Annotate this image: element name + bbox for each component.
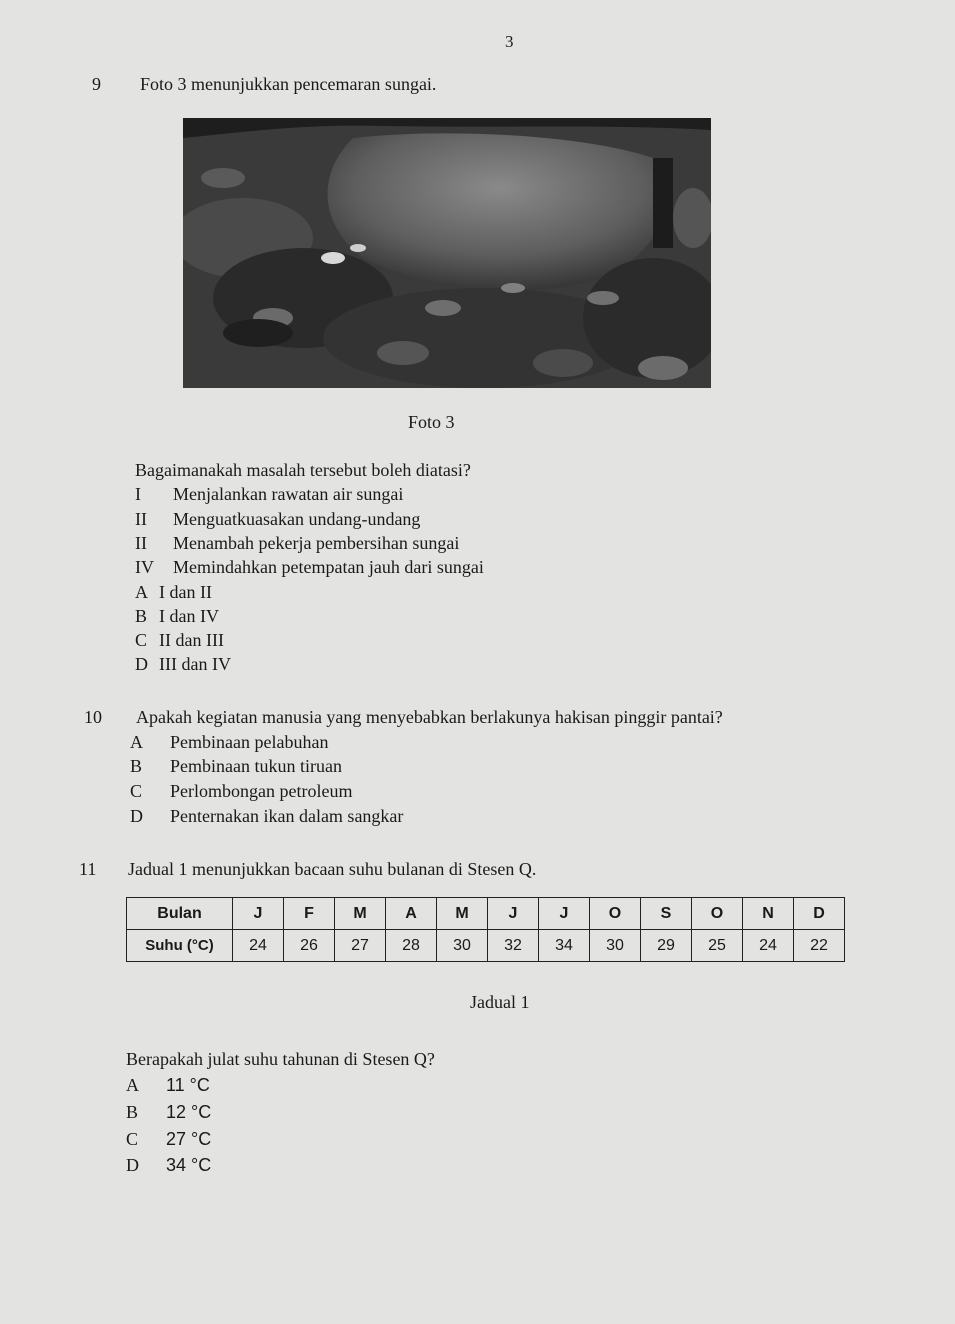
temperature-table — [126, 897, 845, 962]
month-cell: O — [692, 898, 743, 930]
option-text: I dan IV — [159, 606, 219, 626]
temp-cell: 30 — [590, 930, 641, 962]
option-text: II dan III — [159, 630, 224, 650]
temp-cell: 22 — [794, 930, 845, 962]
q9-option-b[interactable] — [135, 605, 219, 627]
option-letter: A — [130, 732, 143, 752]
option-letter: B — [130, 756, 143, 776]
q9-statement — [135, 532, 459, 554]
option-text: Perlombongan petroleum — [170, 781, 353, 801]
temp-cell: 28 — [386, 930, 437, 962]
q10-question: Apakah kegiatan manusia yang menyebabkan berlakunya hakisan pinggir pantai? — [136, 707, 723, 727]
month-cell: S — [641, 898, 692, 930]
q9-statement — [135, 508, 420, 530]
statement-roman: II — [135, 533, 147, 553]
option-letter: C — [135, 630, 148, 650]
table-caption: Jadual 1 — [470, 992, 530, 1012]
month-cell: M — [437, 898, 488, 930]
option-text: III dan IV — [159, 654, 231, 674]
q10-option-c[interactable] — [130, 780, 352, 802]
option-text: Penternakan ikan dalam sangkar — [170, 806, 404, 826]
statement-roman: I — [135, 484, 141, 504]
statement-roman: II — [135, 509, 147, 529]
temp-cell: 29 — [641, 930, 692, 962]
row-label-bulan: Bulan — [127, 898, 233, 930]
statement-text: Menguatkuasakan undang-undang — [173, 509, 421, 529]
option-text: Pembinaan tukun tiruan — [170, 756, 342, 776]
month-cell: J — [539, 898, 590, 930]
option-letter: D — [135, 654, 148, 674]
month-cell: A — [386, 898, 437, 930]
q11-stem: Jadual 1 menunjukkan bacaan suhu bulanan di Stesen Q. — [128, 859, 537, 879]
q10-option-a[interactable] — [130, 731, 328, 753]
option-text: I dan II — [159, 582, 212, 602]
statement-text: Memindahkan petempatan jauh dari sungai — [173, 557, 484, 577]
option-text: Pembinaan pelabuhan — [170, 732, 329, 752]
option-letter: D — [126, 1155, 139, 1175]
table-row — [127, 898, 845, 930]
temp-cell: 24 — [233, 930, 284, 962]
option-letter: C — [126, 1129, 139, 1149]
option-letter: B — [126, 1102, 139, 1122]
q9-statement — [135, 483, 403, 505]
option-text: 27 °C — [166, 1129, 212, 1149]
q9-option-d[interactable] — [135, 653, 231, 675]
q9-stem: Foto 3 menunjukkan pencemaran sungai. — [140, 74, 437, 94]
temp-cell: 24 — [743, 930, 794, 962]
river-pollution-photo — [183, 118, 711, 388]
month-cell: N — [743, 898, 794, 930]
q9-option-a[interactable] — [135, 581, 212, 603]
q11-number: 11 — [79, 859, 97, 879]
q11-question: Berapakah julat suhu tahunan di Stesen Q? — [126, 1049, 435, 1069]
q11-option-c[interactable] — [126, 1128, 211, 1150]
option-letter: D — [130, 806, 143, 826]
month-cell: M — [335, 898, 386, 930]
option-letter: C — [130, 781, 143, 801]
q9-number: 9 — [92, 74, 101, 94]
statement-text: Menjalankan rawatan air sungai — [173, 484, 404, 504]
q9-statement — [135, 556, 484, 578]
statement-text: Menambah pekerja pembersihan sungai — [173, 533, 460, 553]
month-cell: D — [794, 898, 845, 930]
option-text: 12 °C — [166, 1102, 212, 1122]
q9-question: Bagaimanakah masalah tersebut boleh diatasi? — [135, 460, 471, 480]
option-text: 11 °C — [166, 1075, 210, 1095]
q9-option-c[interactable] — [135, 629, 224, 651]
q11-option-d[interactable] — [126, 1154, 211, 1176]
temp-cell: 27 — [335, 930, 386, 962]
month-cell: J — [488, 898, 539, 930]
q10-option-d[interactable] — [130, 805, 403, 827]
temp-cell: 26 — [284, 930, 335, 962]
q11-option-a[interactable] — [126, 1074, 210, 1096]
photo-caption: Foto 3 — [408, 412, 455, 432]
q11-option-b[interactable] — [126, 1101, 211, 1123]
statement-roman: IV — [135, 557, 154, 577]
option-letter: B — [135, 606, 148, 626]
option-text: 34 °C — [166, 1155, 212, 1175]
temp-cell: 30 — [437, 930, 488, 962]
temp-cell: 34 — [539, 930, 590, 962]
option-letter: A — [135, 582, 148, 602]
month-cell: J — [233, 898, 284, 930]
temp-cell: 32 — [488, 930, 539, 962]
month-cell: O — [590, 898, 641, 930]
temp-cell: 25 — [692, 930, 743, 962]
q10-option-b[interactable] — [130, 755, 342, 777]
month-cell: F — [284, 898, 335, 930]
q10-number: 10 — [84, 707, 102, 727]
table-row — [127, 930, 845, 962]
page-number: 3 — [505, 32, 514, 51]
row-label-suhu: Suhu (°C) — [127, 930, 233, 962]
option-letter: A — [126, 1075, 139, 1095]
